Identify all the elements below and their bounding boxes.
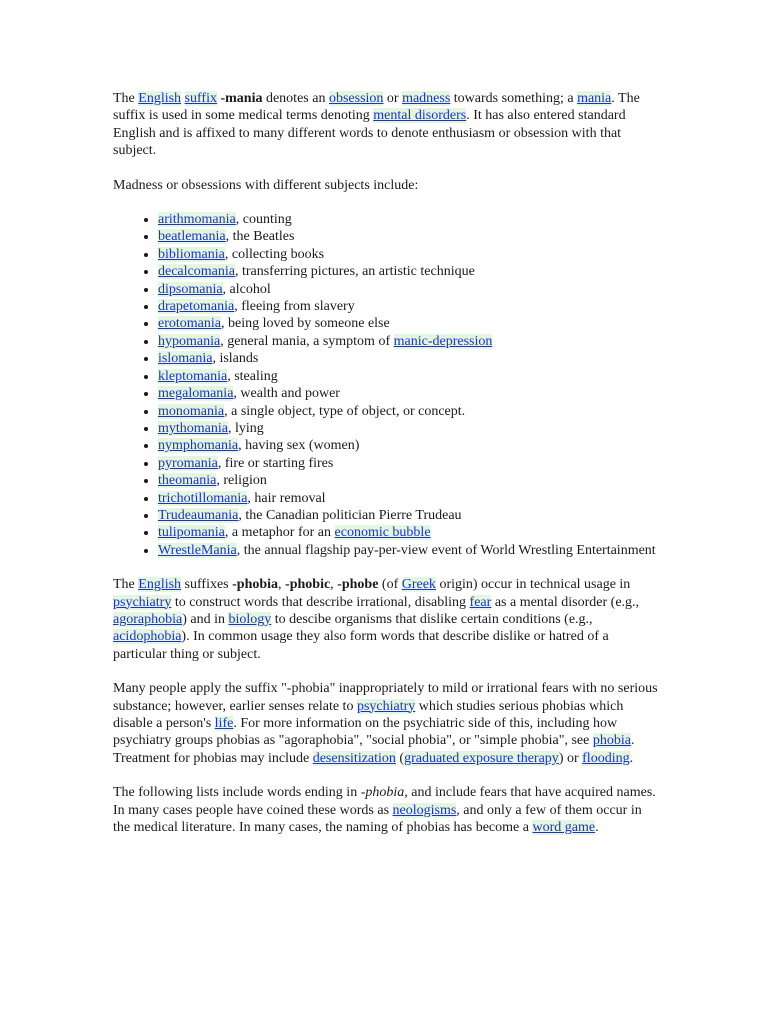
paragraph-phobia-usage: [113, 680, 658, 767]
list-item-text: , wealth and power: [233, 386, 340, 402]
list-item-text: , the annual flagship pay-per-view event of World Wrestling Entertainment: [236, 542, 656, 558]
list-item: [158, 455, 658, 472]
document-page: [113, 90, 658, 853]
list-item: [158, 211, 658, 228]
list-item-link[interactable]: kleptomania: [158, 368, 228, 384]
text: Many people apply the suffix "-phobia" inappropriately to mild or irrational fears with no serious substance; however, earlier senses relate to: [113, 681, 658, 714]
link-psychiatry[interactable]: psychiatry: [113, 594, 172, 610]
text: ,: [330, 577, 338, 593]
text: to descibe organisms that dislike certain conditions (e.g.,: [271, 611, 593, 627]
text: which studies serious phobias which disable a person's: [113, 698, 624, 731]
text: (: [395, 750, 405, 766]
text: towards something; a: [450, 91, 578, 106]
text: .: [595, 820, 599, 836]
list-item-text: , fleeing from slavery: [234, 299, 355, 315]
link-madness[interactable]: madness: [402, 91, 451, 106]
link-acidophobia[interactable]: acidophobia: [113, 629, 182, 645]
list-item-link-secondary[interactable]: economic bubble: [334, 525, 431, 541]
list-item-text: , the Canadian politician Pierre Trudeau: [238, 507, 462, 523]
list-item: [158, 472, 658, 489]
list-item-link[interactable]: nymphomania: [158, 438, 239, 454]
list-item-link[interactable]: mythomania: [158, 420, 228, 436]
text: as a mental disorder (e.g.,: [491, 594, 640, 610]
link-word-game[interactable]: word game: [532, 820, 596, 836]
text: ) and in: [182, 611, 229, 627]
text: ) or: [558, 750, 583, 766]
paragraph-phobia-intro: [113, 576, 658, 663]
list-item-link[interactable]: decalcomania: [158, 264, 235, 280]
list-item-link[interactable]: arithmomania: [158, 212, 236, 228]
term-mania: -mania: [220, 91, 263, 106]
term-phobia-italic: -phobia: [360, 785, 405, 801]
text: . For more information on the psychiatric side of this, including how psychiatry groups phobias as "agoraphobia", "social phobia", or "simple phobia", see: [113, 716, 618, 749]
list-item-text: , a single object, type of object, or concept.: [224, 403, 466, 419]
text: , and only a few of them occur in the medical literature. In many cases, the naming of phobias has become a: [113, 802, 642, 836]
list-item-link[interactable]: beatlemania: [158, 229, 226, 245]
list-item-link[interactable]: monomania: [158, 403, 225, 419]
text: (of: [378, 577, 402, 593]
link-graduated-exposure-therapy[interactable]: graduated exposure therapy: [404, 750, 559, 766]
link-english[interactable]: English: [138, 91, 182, 106]
link-agoraphobia[interactable]: agoraphobia: [113, 611, 183, 627]
link-fear[interactable]: fear: [469, 594, 492, 610]
list-item: [158, 228, 658, 245]
text: suffixes: [181, 577, 233, 593]
list-item-link[interactable]: WrestleMania: [158, 542, 237, 558]
list-item-link[interactable]: theomania: [158, 473, 217, 489]
list-item-text: , fire or starting fires: [217, 455, 334, 471]
link-suffix[interactable]: suffix: [184, 91, 217, 106]
list-item-link[interactable]: trichotillomania: [158, 490, 248, 506]
link-biology[interactable]: biology: [228, 611, 272, 627]
paragraph-mania-intro: [113, 90, 658, 160]
list-item: [158, 298, 658, 315]
list-item-text: , collecting books: [224, 246, 325, 262]
link-english[interactable]: English: [138, 577, 182, 593]
term-phobia: -phobia: [232, 577, 279, 593]
paragraph-phobia-lists: [113, 784, 658, 836]
list-item: [158, 350, 658, 367]
list-item-text: , having sex (women): [238, 438, 360, 454]
term-phobe: -phobe: [337, 577, 379, 593]
term-phobic: -phobic: [285, 577, 331, 593]
link-life[interactable]: life: [214, 716, 234, 731]
list-item: [158, 263, 658, 280]
text: . The suffix is used in some medical terms denoting: [113, 91, 640, 124]
list-item-text: , alcohol: [222, 281, 271, 297]
list-item-link[interactable]: megalomania: [158, 386, 234, 402]
list-item: [158, 403, 658, 420]
list-item-text: , lying: [228, 420, 264, 436]
text: . Treatment for phobias may include: [113, 733, 635, 766]
text: ). In common usage they also form words that describe dislike or hatred of a particular thing or subject.: [113, 629, 609, 662]
list-item: [158, 246, 658, 263]
list-item-link[interactable]: tulipomania: [158, 525, 225, 541]
text: .: [629, 750, 634, 766]
list-item-text: , the Beatles: [225, 229, 295, 245]
list-item-text: , islands: [212, 351, 259, 367]
text: The following lists include words ending in: [113, 785, 361, 801]
paragraph-list-intro: Madness or obsessions with different subjects include:: [113, 177, 419, 193]
text: or: [383, 91, 403, 106]
link-desensitization[interactable]: desensitization: [312, 750, 396, 766]
list-item: [158, 507, 658, 524]
text: denotes an: [262, 91, 329, 106]
list-item-link[interactable]: drapetomania: [158, 299, 235, 315]
list-item-link[interactable]: dipsomania: [158, 281, 223, 297]
text: to construct words that describe irrational, disabling: [171, 594, 470, 610]
text: origin) occur in technical usage in: [435, 577, 631, 593]
list-item-text: , being loved by someone else: [220, 316, 390, 332]
list-item-text: , a metaphor for an: [224, 525, 335, 541]
list-item: [158, 385, 658, 402]
list-item-text: , stealing: [227, 368, 278, 384]
link-phobia[interactable]: phobia: [592, 733, 631, 749]
list-item: [158, 524, 658, 541]
list-item-link[interactable]: Trudeaumania: [158, 507, 239, 523]
text: . It has also entered standard English and is affixed to many different words to denote enthusiasm or obsession with that subject.: [113, 108, 626, 159]
text: , and include fears that have acquired names. In many cases people have coined these words as: [113, 785, 656, 818]
list-item: [158, 420, 658, 437]
list-item-link[interactable]: erotomania: [158, 316, 221, 332]
link-mental-disorders[interactable]: mental disorders: [373, 108, 467, 124]
link-mania[interactable]: mania: [577, 91, 612, 106]
list-item: [158, 281, 658, 298]
list-item-link[interactable]: bibliomania: [158, 246, 225, 262]
list-item-link[interactable]: hypomania: [158, 333, 221, 349]
list-item-text: , counting: [235, 212, 292, 228]
text: The: [113, 577, 139, 593]
list-item-text: , transferring pictures, an artistic technique: [234, 264, 475, 280]
link-flooding[interactable]: flooding: [582, 750, 630, 766]
link-greek[interactable]: Greek: [401, 577, 436, 593]
list-item: [158, 368, 658, 385]
list-item: [158, 490, 658, 507]
text: The: [113, 91, 139, 106]
list-item: [158, 333, 658, 350]
list-item-link[interactable]: islomania: [158, 351, 213, 367]
list-item-text: , hair removal: [247, 490, 326, 506]
mania-list: [113, 211, 658, 559]
list-item-link[interactable]: pyromania: [158, 455, 218, 471]
list-item-text: , general mania, a symptom of: [220, 333, 394, 349]
list-item: [158, 315, 658, 332]
list-item: [158, 542, 658, 559]
link-obsession[interactable]: obsession: [328, 91, 384, 106]
link-neologisms[interactable]: neologisms: [392, 802, 457, 818]
list-item-text: , religion: [216, 473, 267, 489]
list-item: [158, 437, 658, 454]
text: ,: [278, 577, 286, 593]
list-item-link-secondary[interactable]: manic-depression: [393, 333, 493, 349]
link-psychiatry[interactable]: psychiatry: [356, 698, 416, 714]
